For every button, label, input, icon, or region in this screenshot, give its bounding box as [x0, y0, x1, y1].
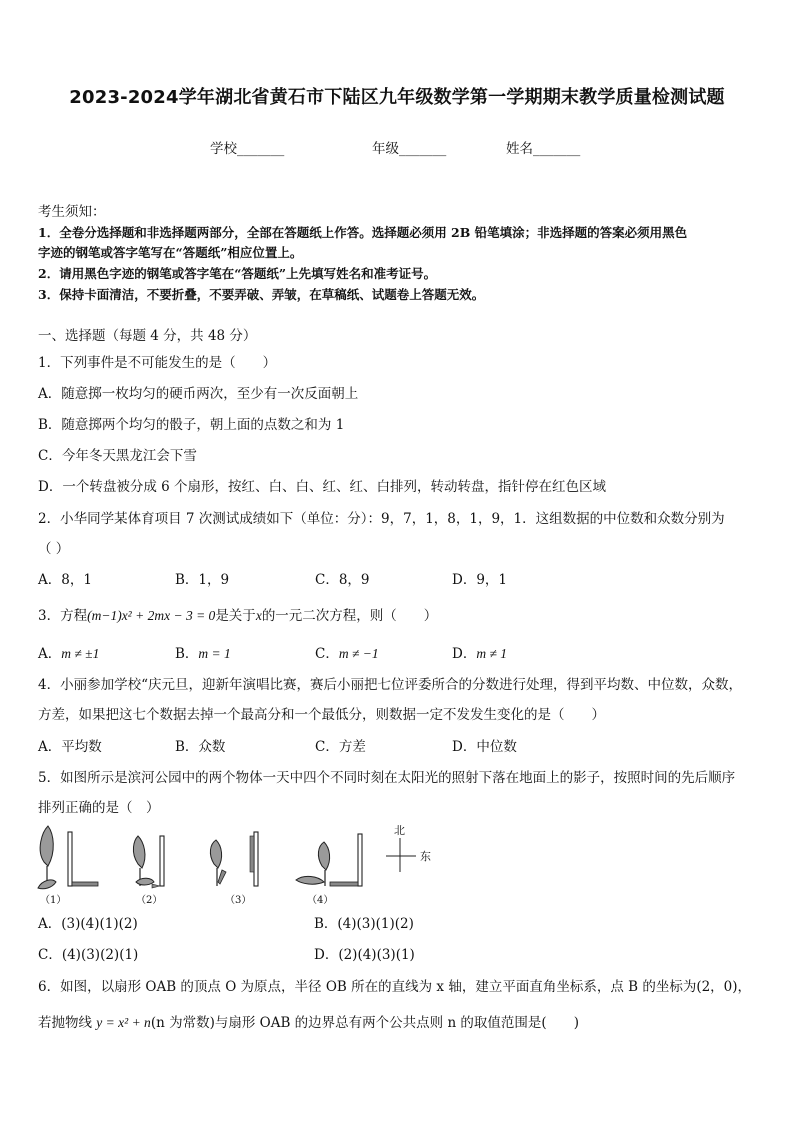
notice-heading: 考生须知：: [38, 204, 106, 220]
shadow-figure: [34, 822, 444, 892]
grade-field: 年级_______: [372, 141, 447, 157]
q5-option-c: C．(4)(3)(2)(1): [38, 947, 139, 963]
q3-stem: [38, 607, 437, 625]
notice-line-2: 2．请用黑色字迹的钢笔或答字笔在“答题纸”上先填写姓名和准考证号。: [38, 266, 437, 281]
q4-stem-cont: 方差，如果把这七个数据去掉一个最高分和一个最低分，则数据一定不发发生变化的是（ ）: [38, 707, 605, 723]
q4-option-a: A．平均数: [38, 739, 102, 755]
notice-line-1b: 字迹的钢笔或答字笔写在“答题纸”相应位置上。: [38, 245, 303, 260]
q3-pre: 3．方程: [38, 608, 88, 624]
q2-stem-cont: （ ）: [38, 541, 70, 557]
q4-stem: 4．小丽参加学校“庆元旦，迎新年演唱比赛，赛后小丽把七位评委所合的分数进行处理，得到平均数、中位数，众数，: [38, 677, 742, 693]
q5-option-a: A．(3)(4)(1)(2): [38, 916, 138, 932]
q6-stem-cont: [38, 1014, 579, 1032]
q3-option-c: C．m ≠ −1: [315, 646, 379, 662]
q2-option-c: C．8，9: [315, 572, 370, 588]
q4-option-b: B．众数: [175, 739, 226, 755]
figure-4: [296, 834, 362, 886]
figure-4-label: （4）: [307, 895, 334, 906]
notice-line-1: 1．全卷分选择题和非选择题两部分，全部在答题纸上作答。选择题必须用 2B 铅笔填涂；非选择题的答案必须用黑色: [38, 225, 688, 240]
q4-option-c: C．方差: [315, 739, 366, 755]
q3-option-d: D．m ≠ 1: [452, 646, 507, 662]
q1-stem: 1．下列事件是不可能发生的是（ ）: [38, 355, 277, 371]
figure-2-label: （2）: [136, 895, 163, 906]
q6-pre: 若抛物线: [38, 1015, 92, 1031]
q2-option-a: A．8，1: [38, 572, 92, 588]
section-heading: 一、选择题（每题 4 分，共 48 分）: [38, 328, 257, 344]
q5-stem-cont: 排列正确的是（ ）: [38, 800, 160, 816]
q1-option-b: B．随意掷两个均匀的骰子，朝上面的点数之和为 1: [38, 417, 345, 433]
q4-option-d: D．中位数: [452, 739, 517, 755]
compass-north-label: 北: [394, 824, 405, 837]
q1-option-c: C．今年冬天黑龙江会下雪: [38, 448, 197, 464]
q5-option-b: B．(4)(3)(1)(2): [314, 916, 414, 932]
q5-option-d: D．(2)(4)(3)(1): [314, 947, 415, 963]
q1-option-a: A．随意掷一枚均匀的硬币两次，至少有一次反面朝上: [38, 386, 359, 402]
q2-option-d: D．9，1: [452, 572, 508, 588]
q6-post: (n 为常数)与扇形 OAB 的边界总有两个公共点则 n 的取值范围是( ): [150, 1015, 579, 1031]
notice-line-3: 3．保持卡面清洁，不要折叠，不要弄破、弄皱，在草稿纸、试题卷上答题无效。: [38, 287, 485, 302]
q3-variable: x: [255, 608, 262, 623]
compass-icon: [386, 838, 416, 872]
q3-option-b: B．m = 1: [175, 646, 231, 662]
figure-3-label: （3）: [225, 895, 252, 906]
q1-option-d: D．一个转盘被分成 6 个扇形，按红、白、白、红、红、白排列，转动转盘，指针停在红色区域: [38, 479, 606, 495]
q2-stem: 2．小华同学某体育项目 7 次测试成绩如下（单位：分）：9，7，1，8，1，9，1．这组数据的中位数和众数分别为: [38, 511, 725, 527]
q3-equation: (m−1)x² + 2mx − 3 = 0: [87, 608, 216, 623]
q6-equation: y = x² + n: [96, 1015, 151, 1030]
figure-1: [38, 826, 98, 889]
figure-2: [133, 836, 164, 888]
q2-option-b: B．1，9: [175, 572, 230, 588]
name-field: 姓名_______: [506, 141, 581, 157]
figure-1-label: （1）: [40, 895, 67, 906]
figure-3: [210, 832, 258, 886]
q3-mid: 是关于: [215, 608, 256, 624]
compass-east-label: 东: [420, 850, 431, 863]
q3-option-a: A．m ≠ ±1: [38, 646, 100, 662]
q3-post: 的一元二次方程，则（ ）: [261, 608, 438, 624]
page-title: 2023-2024学年湖北省黄石市下陆区九年级数学第一学期期末教学质量检测试题: [69, 87, 725, 108]
q5-stem: 5．如图所示是滨河公园中的两个物体一天中四个不同时刻在太阳光的照射下落在地面上的影子，按照时间的先后顺序: [38, 770, 736, 786]
q6-stem: 6．如图，以扇形 OAB 的顶点 O 为原点，半径 OB 所在的直线为 x 轴，建立平面直角坐标系，点 B 的坐标为(2，0)，: [38, 979, 752, 995]
school-field: 学校_______: [210, 141, 285, 157]
